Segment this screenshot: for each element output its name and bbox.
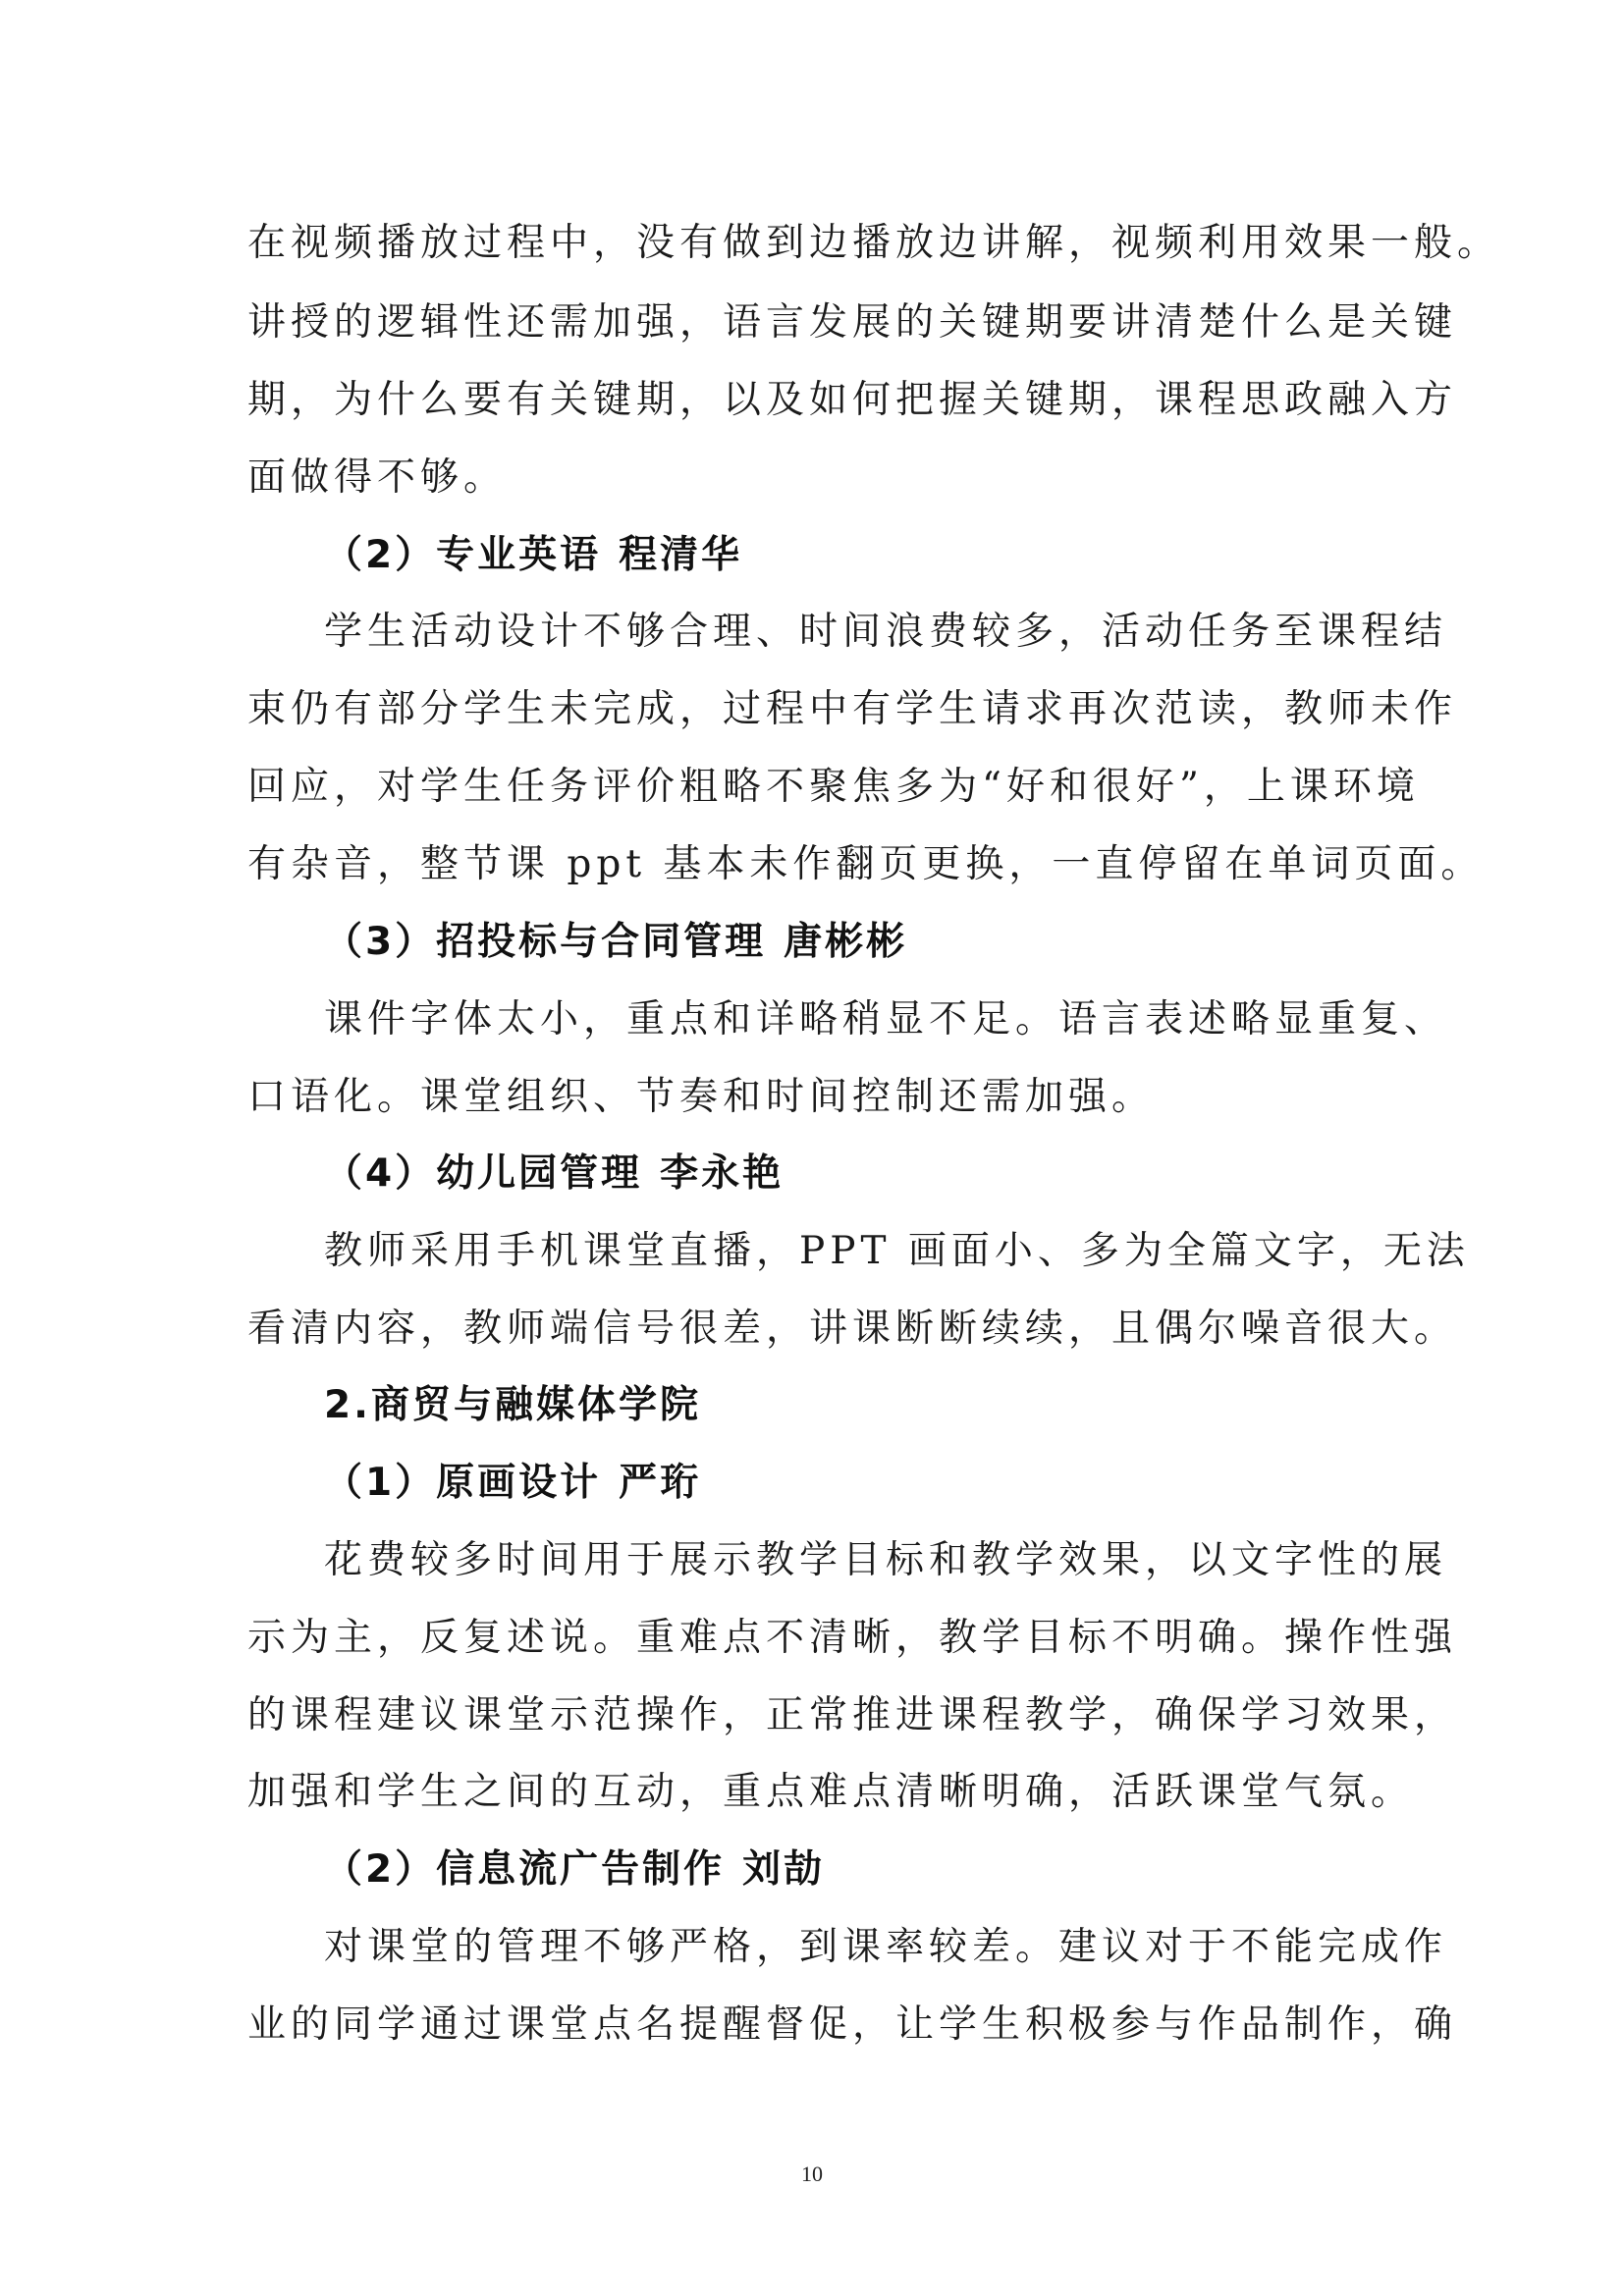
page-number: 10 [801,2162,823,2186]
paragraph-line: 面做得不够。 [247,455,508,500]
heading-number: （2） [324,1847,437,1892]
paragraph-line: 课件字体太小，重点和详略稍显不足。语言表述略显重复、 [324,997,1448,1041]
section-heading: 2.商贸与融媒体学院 [324,1383,701,1427]
paragraph-line: 加强和学生之间的互动，重点难点清晰明确，活跃课堂气氛。 [247,1770,1415,1814]
paragraph-line: 有杂音，整节课 ppt 基本未作翻页更换，一直停留在单词页面。 [247,842,1485,886]
heading-teacher: 李永艳 [660,1151,785,1196]
course-heading [324,917,907,968]
heading-course: 信息流广告制作 [436,1847,726,1892]
paragraph-line: 期，为什么要有关键期，以及如何把握关键期，课程思政融入方 [247,378,1458,422]
course-heading [324,1148,784,1200]
paragraph-line: 业的同学通过课堂点名提醒督促，让学生积极参与作品制作，确 [247,2002,1458,2047]
heading-course: 专业英语 [436,533,602,577]
heading-teacher: 程清华 [619,533,743,577]
paragraph-line: 教师采用手机课堂直播，PPT 画面小、多为全篇文字，无法 [324,1229,1470,1273]
heading-teacher: 严珩 [619,1461,702,1505]
paragraph-line: 束仍有部分学生未完成，过程中有学生请求再次范读，教师未作 [247,687,1458,731]
course-heading [324,1458,701,1509]
paragraph-line: 的课程建议课堂示范操作，正常推进课程教学，确保学习效果， [247,1693,1458,1737]
heading-course: 招投标与合同管理 [436,920,767,964]
heading-number: （3） [324,920,437,964]
heading-teacher: 刘劼 [742,1847,826,1892]
paragraph-line: 在视频播放过程中，没有做到边播放边讲解，视频利用效果一般。 [247,221,1501,265]
paragraph-line: 看清内容，教师端信号很差，讲课断断续续，且偶尔噪音很大。 [247,1307,1458,1351]
heading-number: （4） [324,1151,437,1196]
course-heading [324,1844,825,1896]
paragraph-line: 对课堂的管理不够严格，到课率较差。建议对于不能完成作 [324,1925,1448,1969]
paragraph-line: 学生活动设计不够合理、时间浪费较多，活动任务至课程结 [324,610,1448,654]
paragraph-line: 花费较多时间用于展示教学目标和教学效果，以文字性的展 [324,1538,1448,1582]
heading-course: 幼儿园管理 [436,1151,643,1196]
heading-teacher: 唐彬彬 [784,920,908,964]
paragraph-line: 口语化。课堂组织、节奏和时间控制还需加强。 [247,1075,1156,1119]
heading-course: 原画设计 [436,1461,602,1505]
course-heading [324,530,742,581]
heading-number: （2） [324,533,437,577]
paragraph-line: 讲授的逻辑性还需加强，语言发展的关键期要讲清楚什么是关键 [247,300,1458,345]
paragraph-line: 回应，对学生任务评价粗略不聚焦多为“好和很好”，上课环境 [247,765,1420,809]
heading-number: （1） [324,1461,437,1505]
paragraph-line: 示为主，反复述说。重难点不清晰，教学目标不明确。操作性强 [247,1616,1458,1660]
